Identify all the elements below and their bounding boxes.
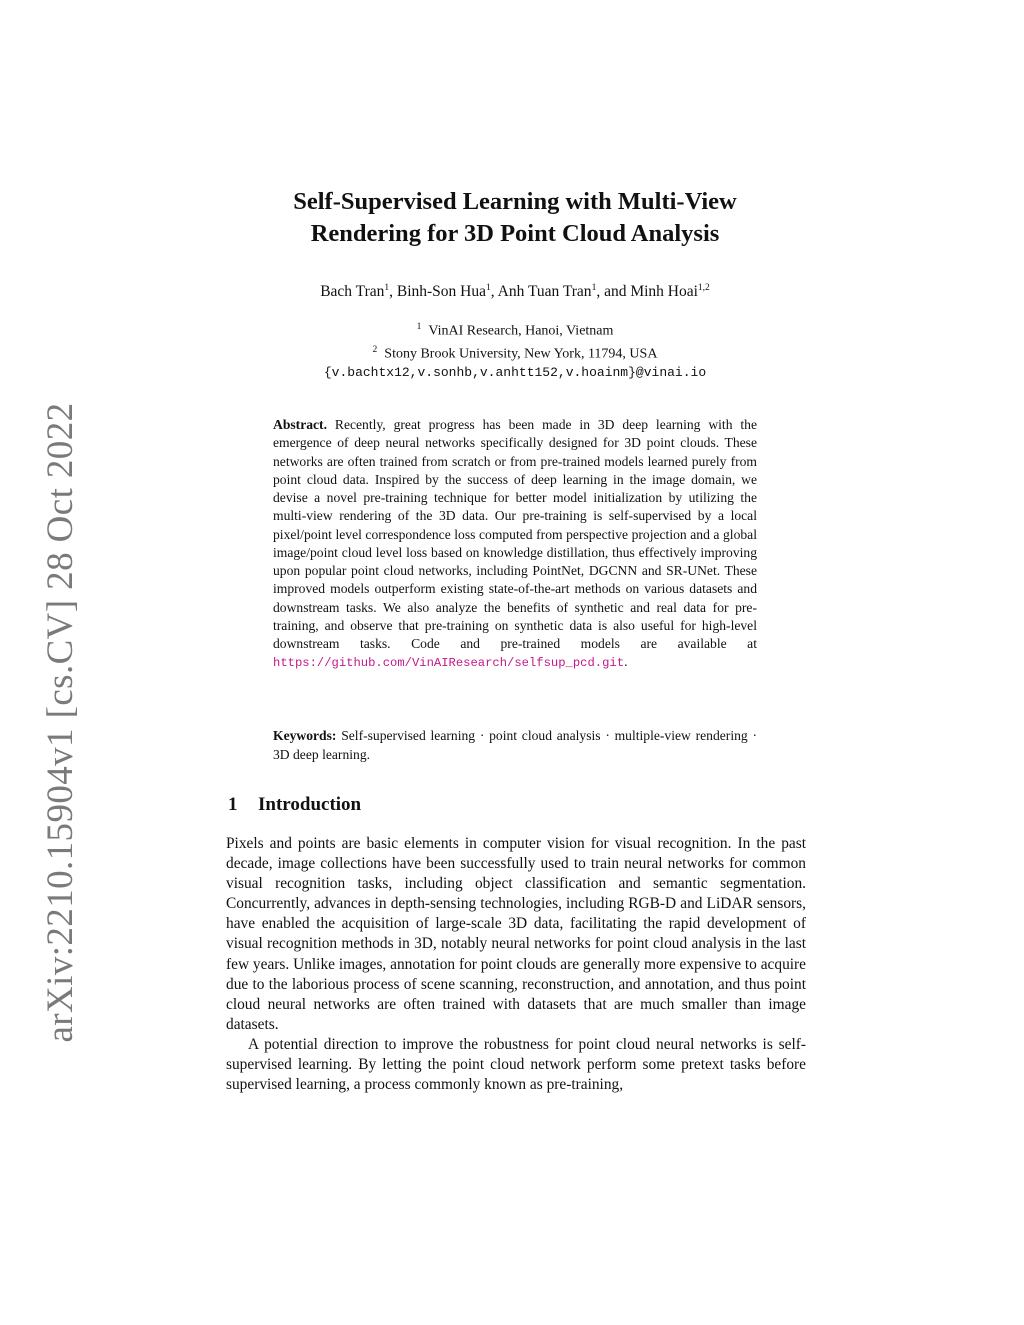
- author-affiliation-mark: 1: [591, 283, 597, 293]
- author-name: Anh Tuan Tran: [497, 283, 592, 301]
- author-emails: {v.bachtx12,v.sonhb,v.anhtt152,v.hoainm}@vinai.io: [323, 365, 707, 381]
- affiliation-line: [180, 318, 850, 341]
- author-list: [180, 283, 850, 301]
- author-name: Binh-Son Hua: [396, 283, 486, 301]
- abstract: [273, 416, 757, 673]
- author-name: Minh Hoai: [630, 283, 698, 301]
- author-separator: , and: [596, 283, 631, 301]
- paper-title: [180, 186, 850, 250]
- author-name: Bach Tran: [320, 283, 385, 301]
- affiliation-text: VinAI Research, Hanoi, Vietnam: [428, 323, 614, 339]
- author-separator: ,: [490, 283, 498, 301]
- affiliation-text: Stony Brook University, New York, 11794, USA: [384, 346, 658, 362]
- affiliation-line: [180, 341, 850, 364]
- section-number: 1: [228, 794, 238, 815]
- section-title: Introduction: [258, 794, 362, 815]
- arxiv-identifier: arXiv:2210.15904v1 [cs.CV] 28 Oct 2022: [39, 402, 81, 1043]
- author-affiliation-mark: 1: [384, 283, 390, 293]
- paragraph: Pixels and points are basic elements in computer vision for visual recognition. In the past decade, image collections have been successfully used to train neural networks for common visual recognition tasks, including object classification and semantic segmentation. Concurrently, advances in depth-sensing technologies, including RGB-D and LiDAR sensors, have enabled the acquisition of large-scale 3D data, facilitating the rapid development of visual recognition methods in 3D, notably neural networks for point cloud analysis in the last few years. Unlike images, annotation for point clouds are generally more expensive to acquire due to the laborious process of scene scanning, reconstruction, and annotation, and thus point cloud neural networks are often trained with datasets that are much smaller than image datasets.: [226, 835, 806, 1033]
- author-affiliation-mark: 1: [486, 283, 491, 293]
- title-line-2: Rendering for 3D Point Cloud Analysis: [310, 220, 720, 247]
- keywords-label: Keywords:: [273, 728, 337, 743]
- affiliation-mark: 1: [416, 322, 422, 332]
- arxiv-sidebar-stamp: [30, 0, 90, 1325]
- introduction-body: [226, 834, 806, 1095]
- author-separator: ,: [389, 283, 397, 301]
- abstract-label: Abstract.: [273, 417, 327, 432]
- paragraph: A potential direction to improve the robustness for point cloud neural networks is self-supervised learning. By letting the point cloud network perform some pretext tasks before supervised learning, a process commonly known as pre-training,: [226, 1035, 806, 1094]
- keywords: [273, 727, 757, 764]
- title-line-1: Self-Supervised Learning with Multi-View: [293, 188, 737, 215]
- abstract-text: Recently, great progress has been made in 3D deep learning with the emergence of deep neural networks specifically designed for 3D point clouds. These networks are often trained from scratch or from pre-trained models learned purely from point cloud data. Inspired by the success of deep learning in the image domain, we devise a novel pre-training technique for better model initialization by utilizing the multi-view rendering of the 3D data. Our pre-training is self-supervised by a local pixel/point level correspondence loss computed from perspective projection and a global image/point cloud level loss based on knowledge distillation, thus effectively improving upon popular point cloud networks, including PointNet, DGCNN and SR-UNet. These improved models outperform existing state-of-the-art methods on various datasets and downstream tasks. We also analyze the benefits of synthetic and real data for pre-training, and observe that pre-training on synthetic data is also useful for high-level downstream tasks. Code and pre-trained models are available at: [273, 417, 757, 651]
- affiliation-mark: 2: [372, 344, 378, 355]
- author-affiliation-mark: 1,2: [697, 283, 710, 293]
- affiliations: [180, 318, 850, 382]
- abstract-end: .: [624, 654, 628, 670]
- keywords-text: Self-supervised learning · point cloud analysis · multiple-view rendering · 3D deep learning.: [273, 728, 757, 762]
- section-heading-introduction: [228, 794, 361, 816]
- code-repository-link[interactable]: https://github.com/VinAIResearch/selfsup_pcd.git: [273, 656, 625, 671]
